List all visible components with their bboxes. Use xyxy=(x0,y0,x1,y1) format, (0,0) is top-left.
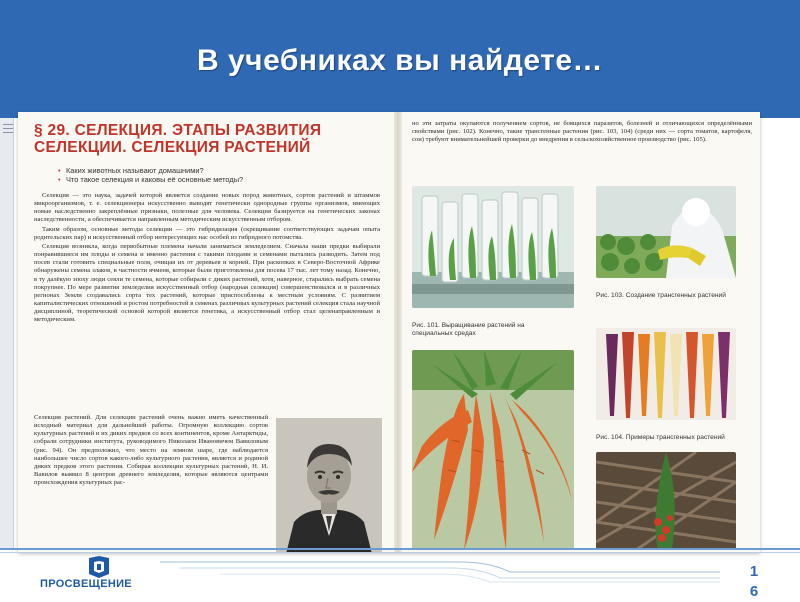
textbook-spread-image xyxy=(18,112,760,552)
photo-transgenic-lab xyxy=(596,186,736,278)
footer-divider xyxy=(0,548,800,550)
question-item: • Каких животных называют домашними? xyxy=(60,166,380,175)
colored-carrots-illustration xyxy=(596,328,736,420)
review-questions xyxy=(60,166,380,184)
publisher-logo-text: ПРОСВЕЩЕНИЕ xyxy=(40,578,132,590)
footer-decoration xyxy=(160,556,720,586)
left-thumbnail-strip xyxy=(0,118,14,548)
lower-left-block xyxy=(34,414,380,552)
question-item: • Что такое селекция и каковы её основные методы? xyxy=(60,175,380,184)
publisher-logo xyxy=(40,556,160,596)
paragraph: Селекция — это наука, задачей которой является создание новых пород животных, сортов растений и штаммов микроорганизмов, т. е. селекционеры искусственно выводят генетически однородные группы организмов, имеющих новые наследственно закреплённые признаки, полезные для человека. Селекция базируется на генетических законах наследственности, а обеспечивается направленным методическим искусственным отбором. xyxy=(34,192,380,224)
textbook-right-page xyxy=(400,112,760,552)
vavilov-portrait-photo xyxy=(276,418,382,552)
section-title: § 29. СЕЛЕКЦИЯ. ЭТАПЫ РАЗВИТИЯ СЕЛЕКЦИИ. СЕЛЕКЦИЯ РАСТЕНИЙ xyxy=(34,122,322,156)
portrait-illustration xyxy=(276,418,382,552)
trellis-illustration xyxy=(596,452,736,550)
caption-fig103: Рис. 103. Создание трансгенных растений xyxy=(596,292,726,299)
photo-trellis-plant xyxy=(596,452,736,550)
footer-divider-thin xyxy=(0,552,800,553)
paragraph: Селекция возникла, когда первобытные племена начали заниматься земледелием. Сначала наши предки выбирали понравившиеся им плоды и семена и именно растения с такими плодами и семенами пытались разводить. Затем под посев стали готовить специальные поля, очищая их от деревьев и корней. При раскопках в Северо-Восточной Африке обнаружены семена злаков, в частности ячменя, которые были приготовлены для посева 17 тыс. лет тому назад. Конечно, в ту далёкую эпоху люди сеяли те семена, которые собирали с диких растений, хотя, наверное, старались выбрать семена покрупнее. По мере развития земледелия искусственный отбор (народная селекция) совершенствовался и в различных регионах Земли создавались сорта тех растений, которые приспособлены к местным условиям. С развитием капиталистических отношений и ростом потребностей в семенах различных культурных растений селекция стала научной дисциплиной, теоретической основой которой является генетика, а искусственный отбор стал целенаправленным и методическим. xyxy=(34,242,380,324)
slide-number: 1 6 xyxy=(749,563,759,600)
slide-title: В учебниках вы найдете… xyxy=(196,44,604,77)
photo-giant-carrots xyxy=(412,350,574,550)
caption-fig101: Рис. 101. Выращивание растений на специальных средах xyxy=(412,322,525,337)
publisher-emblem-icon xyxy=(86,556,112,578)
body-text xyxy=(34,192,380,325)
photo-plant-culture-tubes xyxy=(412,186,574,308)
strip-line xyxy=(3,132,13,133)
carrots-illustration xyxy=(412,350,574,550)
right-page-text: но эти затраты окупаются получением сортов, не боящихся паразитов, болезней и отличающихся определёнными свойствами (рис. 102). Конечно, такие трансгенные растения (рис. 103, 104) (среди них — сорта томатов, картофеля, сои) требуют внимательнейшей проверки до внедрения в сельскохозяйственное производство (рис. 105). xyxy=(412,120,752,144)
culture-tubes-illustration xyxy=(412,186,574,308)
caption-fig104: Рис. 104. Примеры трансгенных растений xyxy=(596,434,725,441)
strip-line xyxy=(3,128,13,129)
lab-illustration xyxy=(596,186,736,278)
photo-colored-carrots xyxy=(596,328,736,420)
paragraph-plant-selection: Селекция растений. Для селекции растений очень важно иметь качественный исходный материал для дальнейшей работы. Огромную коллекцию сортов культурных растений и их диких предков со всех континентов, кроме Антарктиды, собрали сотрудники института, руководимого Николаем Ивановичем Вавиловым (рис. 94). Он предположил, что место на земном шаре, где наблюдается наибольшее число сортов какого-либо культурного растения, является и родиной диких предков этого растения. Собирая коллекции культурных растений, Н. И. Вавилов выявил 8 центров древнего земледелия, которые являются центрами происхождения культурных рас- xyxy=(34,414,268,487)
paragraph: Таким образом, основные методы селекции — это гибридизация (скрещивание соответствующих задачам опыта родительских пар) и искусственный отбор интересующих нас особей из гибридного потомства. xyxy=(34,225,380,241)
strip-line xyxy=(3,124,13,125)
